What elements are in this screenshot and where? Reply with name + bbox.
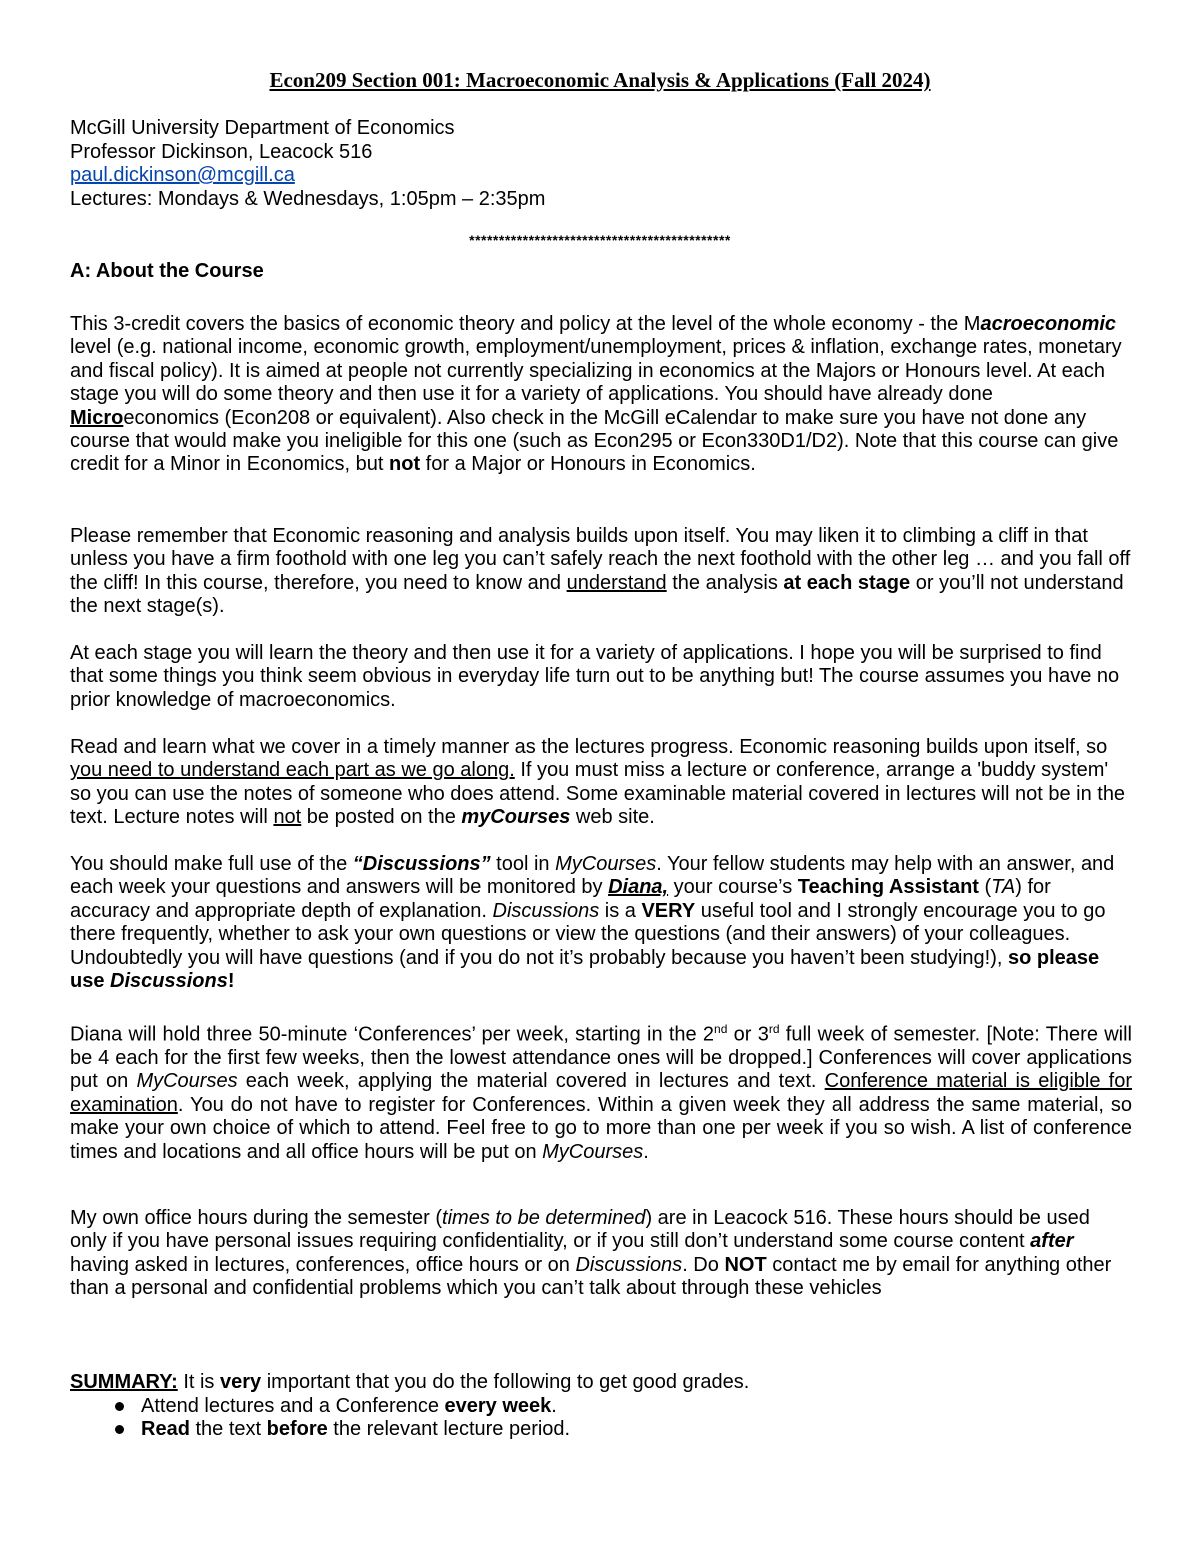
course-header xyxy=(70,117,545,211)
page-title: Econ209 Section 001: Macroeconomic Analysis & Applications (Fall 2024) xyxy=(269,68,931,92)
summary-list xyxy=(70,1395,570,1442)
list-item: Attend lectures and a Conference every week. xyxy=(70,1395,570,1418)
lectures-line: Lectures: Mondays & Wednesdays, 1:05pm – 2:35pm xyxy=(70,187,546,210)
section-heading: A: About the Course xyxy=(70,260,264,282)
paragraph-timely: Read and learn what we cover in a timely manner as the lectures progress. Economic reasoning builds upon itself, so you need to understand each part as we go along. If you must miss a lecture or conference, arrange a 'buddy system' so you can use the notes of someone who does attend. Some examinable material covered in lectures will not be in the text. Lecture notes will not be posted on the myCourses web site. xyxy=(70,736,1126,829)
summary-label: SUMMARY: xyxy=(70,1371,178,1393)
paragraph-discussions: You should make full use of the “Discussions” tool in MyCourses. Your fellow students may help with an answer, and each week your questions and answers will be monitored by Diana, your course’s Teaching Assistant (TA) for accuracy and appropriate depth of explanation. Discussions is a VERY useful tool and I strongly encourage you to go there frequently, whether to ask your own questions or view the questions (and their answers) of your colleagues. Undoubtedly you will have questions (and if you do not it’s probably because you haven’t been studying!), so please use Discussions! xyxy=(70,853,1115,993)
bullet-icon xyxy=(115,1402,124,1411)
bullet-icon xyxy=(115,1425,124,1434)
paragraph-intro: This 3-credit covers the basics of economic theory and policy at the level of the whole economy - the Macroeconomic level (e.g. national income, economic growth, employment/unemployment, prices & inflation, exchange rates, monetary and fiscal policy). It is aimed at people not currently specializing in economics at the Majors or Honours level. At each stage you will do some theory and then use it for a variety of applications. You should have already done Microeconomics (Econ208 or equivalent). Also check in the McGill eCalendar to make sure you have not done any course that would make you ineligible for this one (such as Econ295 or Econ330D1/D2). Note that this course can give credit for a Minor in Economics, but not for a Major or Honours in Economics. xyxy=(70,313,1122,476)
list-item: Read the text before the relevant lecture period. xyxy=(70,1418,570,1441)
paragraph-cliff: Please remember that Economic reasoning and analysis builds upon itself. You may liken it to climbing a cliff in that unless you have a firm foothold with one leg you can’t safely reach the next foothold with the other leg … and you fall off the cliff! In this course, therefore, you need to know and understand the analysis at each stage or you’ll not understand the next stage(s). xyxy=(70,525,1131,618)
paragraph-theory: At each stage you will learn the theory and then use it for a variety of applications. I hope you will be surprised to find that some things you think seem obvious in everyday life turn out to be anything but! The course assumes you have no prior knowledge of macroeconomics. xyxy=(70,642,1120,711)
email-link[interactable]: paul.dickinson@mcgill.ca xyxy=(70,164,295,187)
professor-line: Professor Dickinson, Leacock 516 xyxy=(70,140,373,163)
summary-line: SUMMARY: It is very important that you do the following to get good grades. xyxy=(70,1371,750,1393)
department-line: McGill University Department of Economics xyxy=(70,117,455,139)
paragraph-office-hours: My own office hours during the semester (times to be determined) are in Leacock 516. These hours should be used only if you have personal issues requiring confidentiality, or if you still don’t understand some course content after having asked in lectures, conferences, office hours or on Discussions. Do NOT contact me by email for anything other than a personal and confidential problems which you can’t talk about through these vehicles xyxy=(70,1207,1112,1300)
separator: ******************************************** xyxy=(469,232,731,248)
paragraph-conferences: Diana will hold three 50-minute ‘Conferences’ per week, starting in the 2nd or 3rd full week of semester. [Note: There will be 4 each for the first few weeks, then the lowest attendance ones will be dropped.] Conferences will cover applications put on MyCourses each week, applying the material covered in lectures and text. Conference material is eligible for examination. You do not have to register for Conferences. Within a given week they all address the same material, so make your own choice of which to attend. Feel free to go to more than one per week if you so wish. A list of conference times and locations and all office hours will be put on MyCourses. xyxy=(70,1022,1132,1163)
